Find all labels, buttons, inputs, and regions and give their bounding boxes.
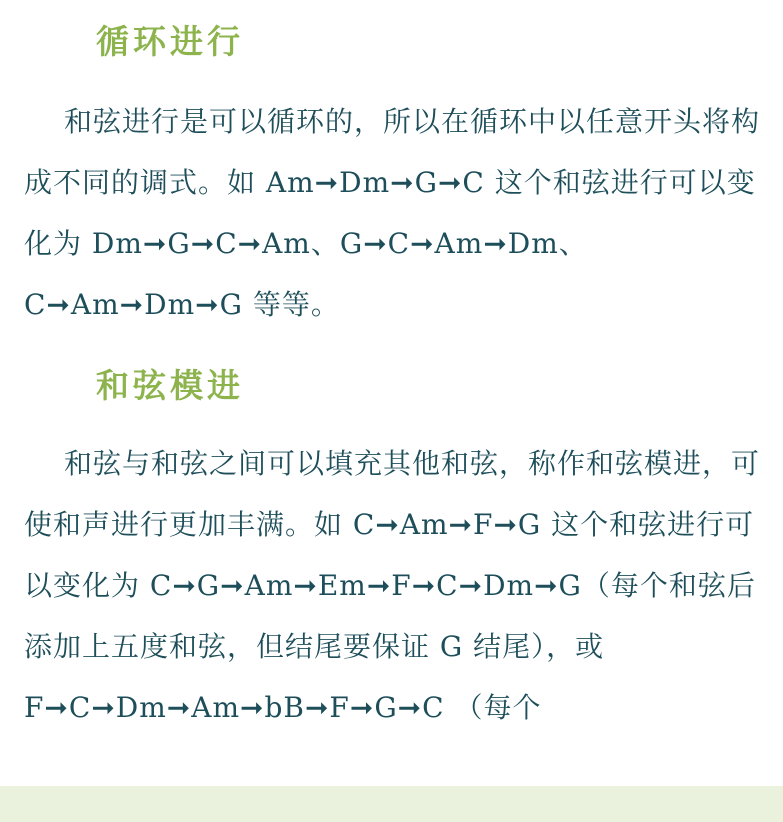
section-paragraph-chord-sequence: 和弦与和弦之间可以填充其他和弦，称作和弦模进，可使和声进行更加丰满。如 C➞Am➞F➞G 这个和弦进行可以变化为 C➞G➞Am➞Em➞F➞C➞Dm➞G（每个和弦后添加上五度和弦，但结尾要保证 G 结尾），或 F➞C➞Dm➞Am➞bB➞F➞G➞C （每个	[24, 447, 761, 724]
section-heading-cyclic-progression: 循环进行	[96, 22, 244, 61]
section-heading-chord-sequence: 和弦模进	[96, 366, 244, 405]
bottom-color-band	[0, 786, 783, 822]
section-paragraph-cyclic-progression: 和弦进行是可以循环的，所以在循环中以任意开头将构成不同的调式。如 Am➞Dm➞G➞C 这个和弦进行可以变化为 Dm➞G➞C➞Am、G➞C➞Am➞Dm、C➞Am➞Dm➞G 等等。	[24, 105, 761, 321]
